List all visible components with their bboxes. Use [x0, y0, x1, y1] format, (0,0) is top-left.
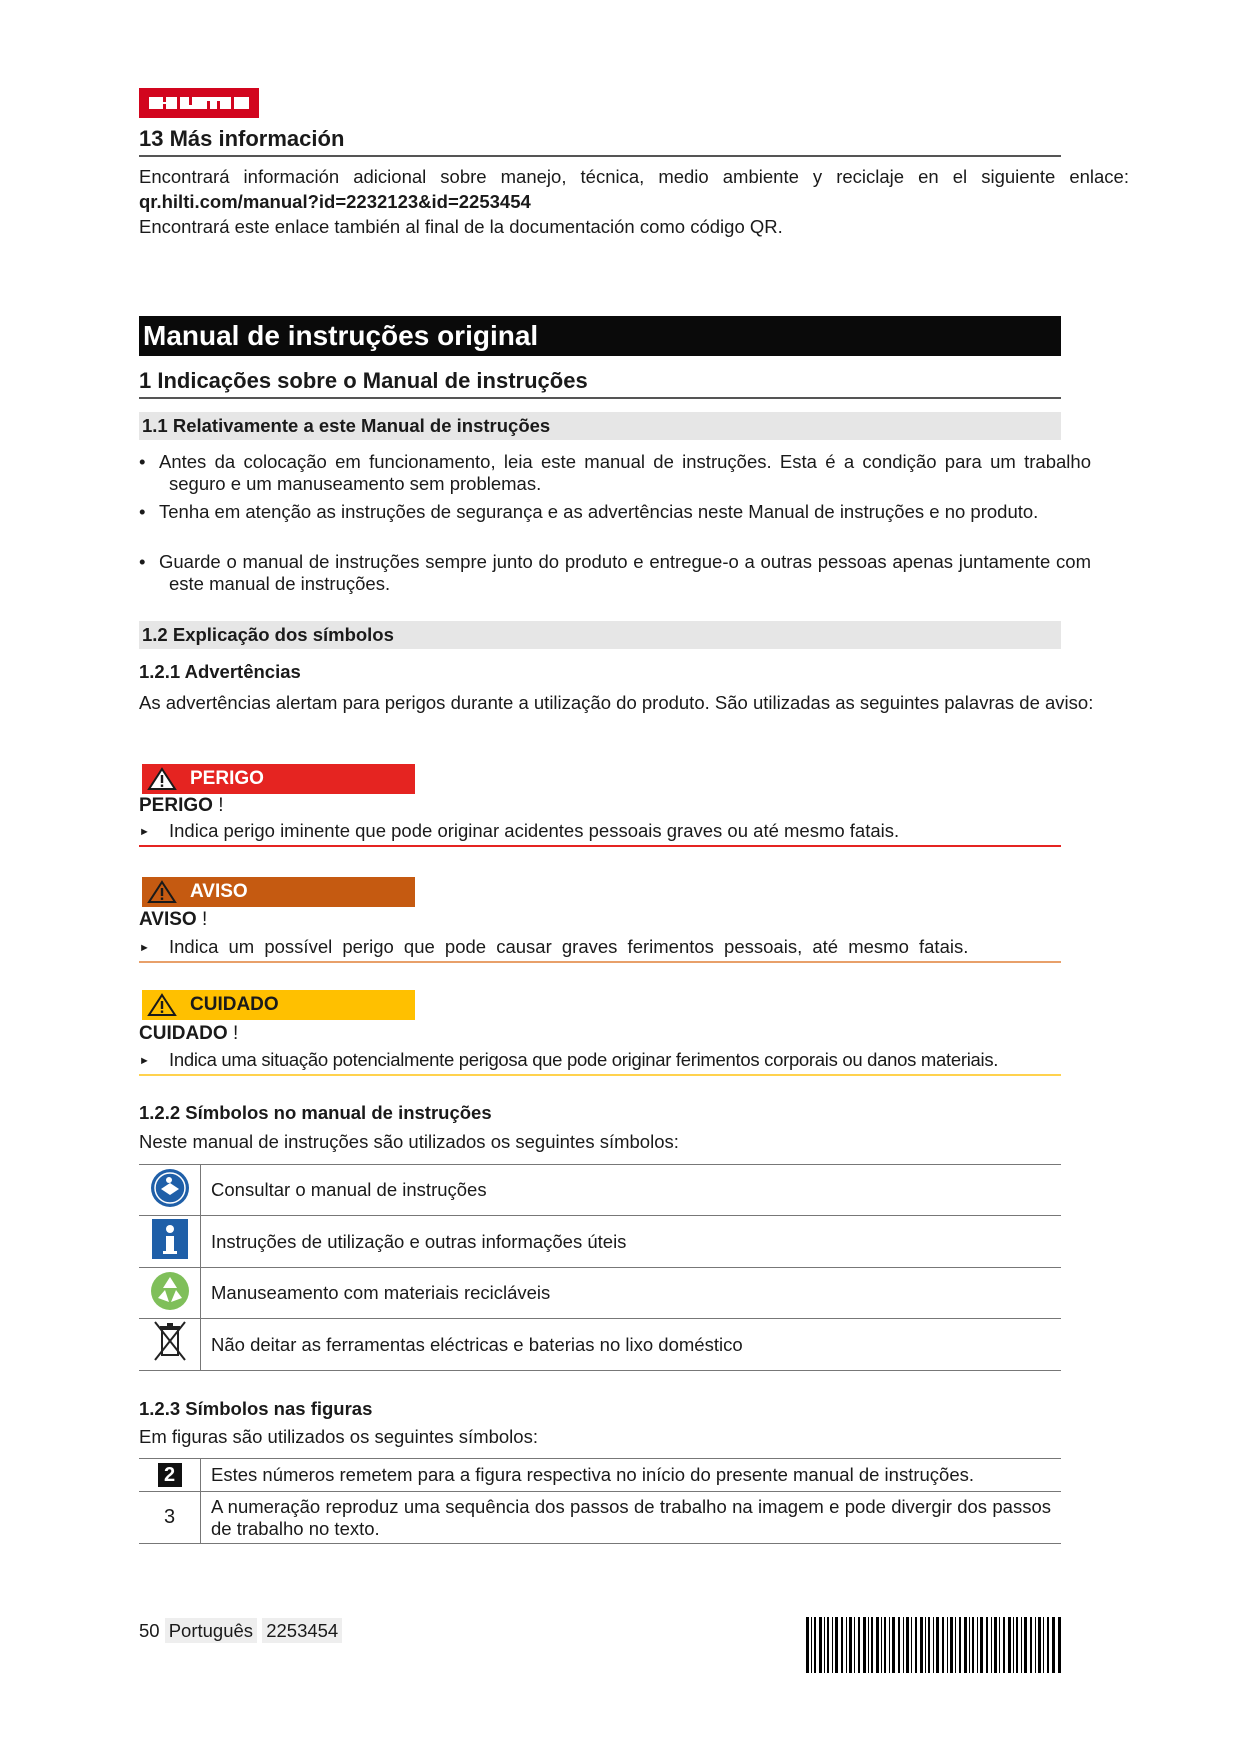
manual-symbols-table — [139, 1164, 1061, 1371]
figure-number-symbol: 2 — [139, 1459, 201, 1492]
signal-underline — [139, 1074, 1061, 1076]
figure-symbols-intro: Em figuras são utilizados os seguintes símbolos: — [139, 1426, 538, 1447]
signal-underline — [139, 961, 1061, 963]
page-footer — [139, 1620, 342, 1642]
figure-symbols-table — [139, 1458, 1061, 1544]
es-paragraph-line3: Encontrará este enlace también al final de la documentación como código QR. — [139, 216, 783, 237]
table-row — [139, 1268, 1061, 1319]
manual-title-bar: Manual de instruções original — [139, 316, 1061, 356]
hilti-logo — [139, 88, 259, 118]
page-number: 50 — [139, 1620, 160, 1641]
signal-heading: CUIDADO ! — [139, 1023, 239, 1044]
symbol-description: Consultar o manual de instruções — [201, 1165, 1062, 1216]
table-row — [139, 1165, 1061, 1216]
section-1-1-title: 1.1 Relativamente a este Manual de instruções — [139, 412, 1061, 440]
signal-label: AVISO — [190, 881, 248, 902]
warning-triangle-icon — [147, 993, 177, 1017]
bullet-dot: • — [139, 551, 146, 572]
warning-triangle-icon — [147, 880, 177, 904]
read-manual-icon — [139, 1165, 201, 1216]
info-icon — [139, 1216, 201, 1268]
divider — [139, 397, 1061, 399]
step-number-symbol: 3 — [139, 1492, 201, 1544]
es-paragraph-line1: Encontrará información adicional sobre manejo, técnica, medio ambiente y reciclaje en el siguiente enlace: — [139, 166, 1129, 187]
warning-triangle-icon — [147, 767, 177, 791]
signal-heading: PERIGO ! — [139, 795, 224, 816]
footer-language: Português — [165, 1618, 257, 1643]
signal-word-caution — [142, 990, 415, 1020]
signal-description: ► Indica um possível perigo que pode causar graves ferimentos pessoais, até mesmo fatais. — [139, 936, 969, 957]
signal-word-warning — [142, 877, 415, 907]
section-1-2-1-title: 1.2.1 Advertências — [139, 661, 301, 682]
symbol-description: Instruções de utilização e outras informações úteis — [201, 1216, 1062, 1268]
manual-link[interactable]: qr.hilti.com/manual?id=2232123&id=2253454 — [139, 191, 531, 212]
list-item: • Antes da colocação em funcionamento, leia este manual de instruções. Esta é a condição para um trabalho seguro e um manuseamento sem problemas. — [139, 451, 1091, 494]
section-1-2-2-title: 1.2.2 Símbolos no manual de instruções — [139, 1102, 492, 1123]
recycling-icon — [139, 1268, 201, 1319]
table-row — [139, 1216, 1061, 1268]
signal-label: PERIGO — [190, 768, 264, 789]
section-1-2-title: 1.2 Explicação dos símbolos — [139, 621, 1061, 649]
signal-underline — [139, 845, 1061, 847]
symbol-description: Manuseamento com materiais recicláveis — [201, 1268, 1062, 1319]
symbol-description: A numeração reproduz uma sequência dos passos de trabalho na imagem e pode divergir dos passos de trabalho no texto. — [201, 1492, 1062, 1544]
crossed-bin-icon — [139, 1319, 201, 1371]
bullet-dot: • — [139, 451, 146, 472]
signal-label: CUIDADO — [190, 994, 279, 1015]
warnings-intro: As advertências alertam para perigos durante a utilização do produto. São utilizadas as seguintes palavras de aviso: — [139, 692, 1094, 713]
signal-description: ► Indica uma situação potencialmente perigosa que pode originar ferimentos corporais ou danos materiais. — [139, 1049, 999, 1070]
section-1-2-3-title: 1.2.3 Símbolos nas figuras — [139, 1398, 373, 1419]
bullet-dot: • — [139, 501, 146, 522]
list-item: • Guarde o manual de instruções sempre junto do produto e entregue-o a outras pessoas apenas juntamente com este manual de instruções. — [139, 551, 1091, 594]
barcode-icon — [806, 1617, 1062, 1673]
symbols-intro: Neste manual de instruções são utilizados os seguintes símbolos: — [139, 1131, 679, 1152]
list-item: • Tenha em atenção as instruções de segurança e as advertências neste Manual de instruções e no produto. — [139, 501, 1039, 522]
signal-heading: AVISO ! — [139, 909, 208, 930]
symbol-description: Estes números remetem para a figura respectiva no início do presente manual de instruções. — [201, 1459, 1062, 1492]
table-row — [139, 1492, 1061, 1544]
signal-description: ► Indica perigo iminente que pode originar acidentes pessoais graves ou até mesmo fatais. — [139, 820, 900, 841]
table-row — [139, 1459, 1061, 1492]
table-row — [139, 1319, 1061, 1371]
section-1-title: 1 Indicações sobre o Manual de instruções — [139, 368, 588, 393]
signal-word-danger — [142, 764, 415, 794]
section-13-title: 13 Más información — [139, 126, 345, 151]
symbol-description: Não deitar as ferramentas eléctricas e baterias no lixo doméstico — [201, 1319, 1062, 1371]
document-number: 2253454 — [262, 1618, 342, 1643]
divider — [139, 155, 1061, 157]
